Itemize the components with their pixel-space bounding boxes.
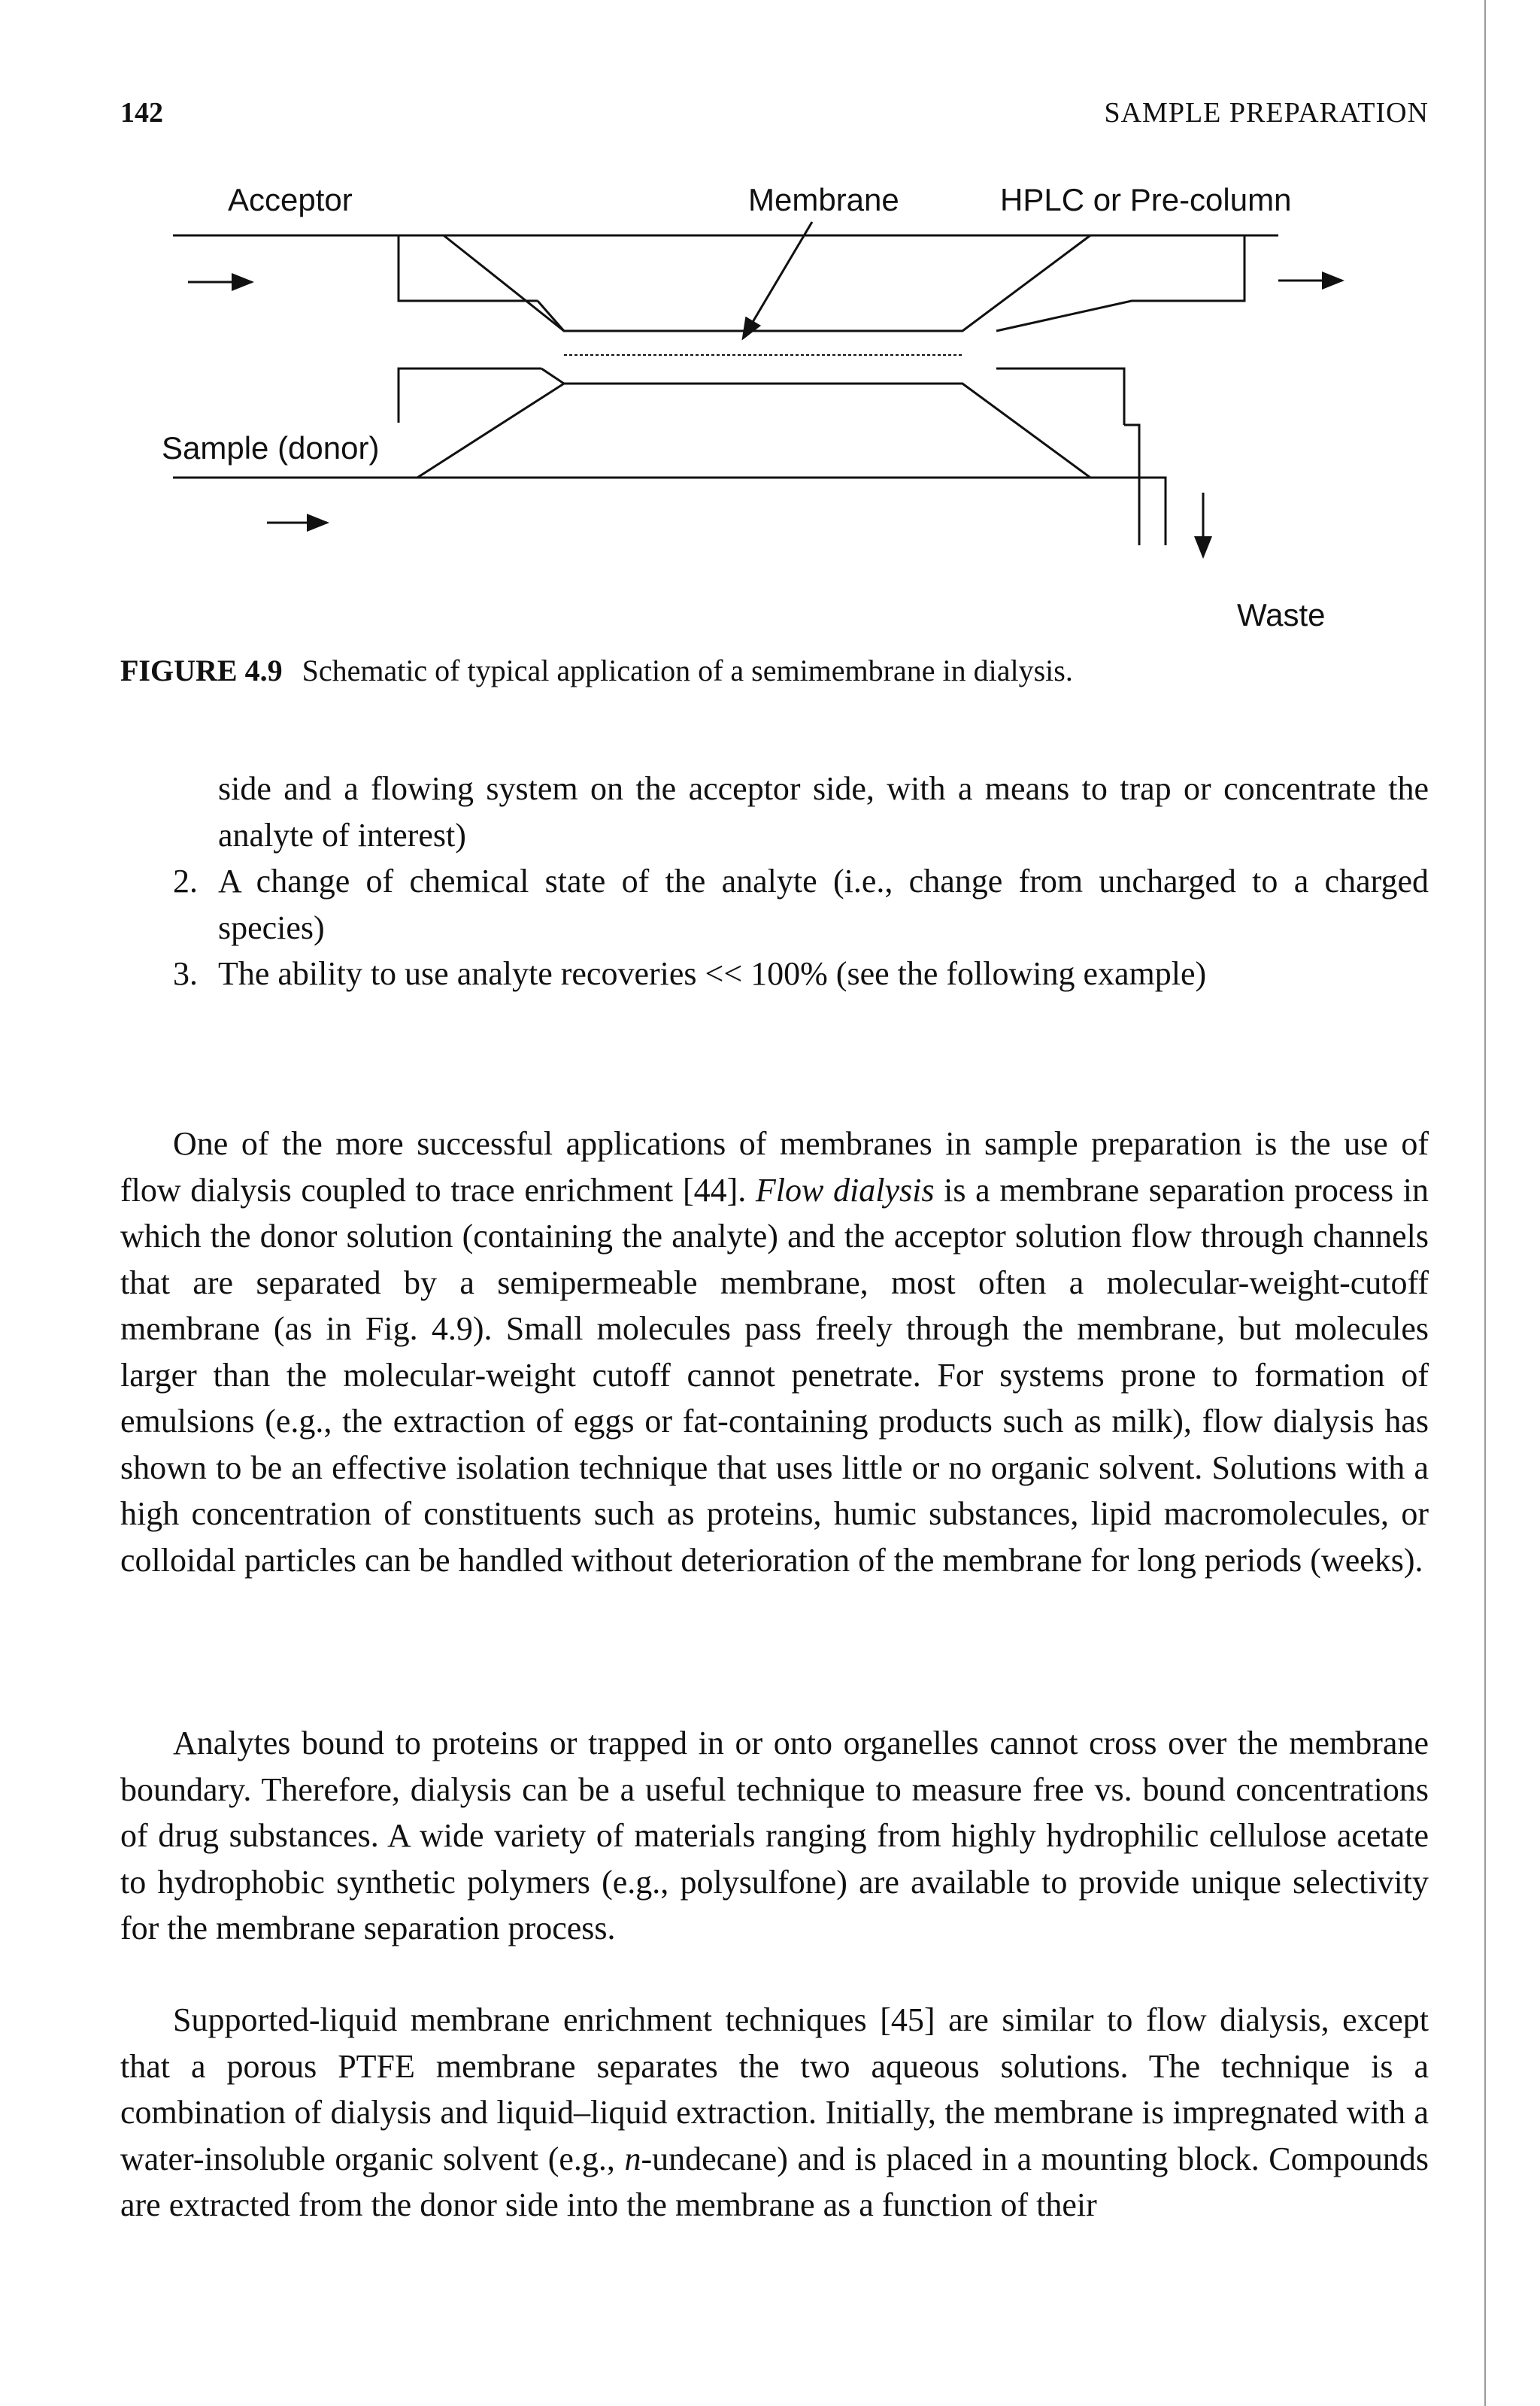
acceptor-inlet-channel bbox=[444, 235, 1090, 331]
p1-term: Flow dialysis bbox=[755, 1171, 935, 1209]
p3-text-a: Supported-liquid membrane enrichment techniques [45] are similar to flow dialysis, except that a porous PTFE membrane separates the two aqueous solutions. The technique is a combination of dialysis and liquid–liquid extraction. Initially, the membrane is impregnated with a water-insoluble organic solvent (e.g., bbox=[120, 2001, 1429, 2177]
numbered-list bbox=[173, 858, 1429, 997]
paragraph-analytes: Analytes bound to proteins or trapped in or onto organelles cannot cross over the membrane boundary. Therefore, dialysis can be a useful technique to measure free vs. bound concentrations of drug substances. A wide variety of materials ranging from highly hydrophilic cellulose acetate to hydrophobic synthetic polymers (e.g., polysulfone) are available to provide unique selectivity for the membrane separation process. bbox=[120, 1725, 1429, 1946]
running-head: SAMPLE PREPARATION bbox=[1104, 97, 1429, 129]
paragraph-supported-liquid bbox=[120, 1997, 1429, 2229]
label-hplc: HPLC or Pre-column bbox=[1000, 182, 1292, 217]
waste-tube-outer bbox=[1124, 425, 1139, 545]
membrane-pointer bbox=[743, 222, 812, 338]
list-text: A change of chemical state of the analyte (i.e., change from uncharged to a charged species) bbox=[218, 863, 1429, 946]
donor-outlet-wall bbox=[996, 369, 1124, 425]
label-membrane: Membrane bbox=[748, 182, 899, 217]
acceptor-outlet-wall bbox=[996, 235, 1244, 331]
figure-dialysis-schematic bbox=[120, 177, 1429, 643]
page-number: 142 bbox=[120, 97, 163, 129]
dialysis-diagram bbox=[120, 177, 1429, 643]
paragraph-flow-dialysis bbox=[120, 1121, 1429, 1583]
page-header bbox=[120, 96, 1429, 144]
page-edge bbox=[1484, 0, 1486, 2406]
donor-channel bbox=[417, 384, 1090, 478]
list-text: The ability to use analyte recoveries << 100% (see the following example) bbox=[218, 955, 1207, 992]
donor-inlet-wall bbox=[399, 369, 541, 423]
acceptor-inlet-wall bbox=[399, 235, 538, 301]
list-number: 2. bbox=[173, 863, 198, 900]
list-item-continuation: side and a flowing system on the acceptor side, with a means to trap or concentrate the analyte of interest) bbox=[218, 770, 1429, 854]
acceptor-inlet-taper bbox=[538, 301, 564, 331]
caption-text: Schematic of typical application of a semimembrane in dialysis. bbox=[302, 654, 1073, 687]
label-acceptor: Acceptor bbox=[228, 182, 353, 217]
label-waste: Waste bbox=[1237, 597, 1326, 633]
p1-text-a: One of the more successful applications of membranes in sample preparation is the use of flow dialysis coupled to trace enrichment [44]. bbox=[120, 1125, 1429, 1209]
donor-inlet-taper bbox=[541, 369, 564, 384]
caption-label: FIGURE 4.9 bbox=[120, 654, 283, 687]
list-item bbox=[173, 858, 1429, 951]
list-number: 3. bbox=[173, 955, 198, 992]
label-sample-donor: Sample (donor) bbox=[162, 430, 380, 466]
p3-term: n bbox=[624, 2140, 641, 2177]
p3-text-b: -undecane) and is placed in a mounting block. Compounds are extracted from the donor side into the membrane as a function of their bbox=[120, 2140, 1429, 2223]
waste-tube-inner bbox=[1090, 478, 1166, 545]
figure-caption bbox=[120, 653, 1429, 688]
list-item bbox=[173, 951, 1429, 997]
p1-text-b: is a membrane separation process in which the donor solution (containing the analyte) and the acceptor solution flow through channels that are separated by a semipermeable membrane, most often a molecular-weight-cutoff membrane (as in Fig. 4.9). Small molecules pass freely through the membrane, but molecules larger than the molecular-weight cutoff cannot penetrate. For systems prone to formation of emulsions (e.g., the extraction of eggs or fat-containing products such as milk), flow dialysis has shown to be an effective isolation technique that uses little or no organic solvent. Solutions with a high concentration of constituents such as proteins, humic substances, lipid macromolecules, or colloidal particles can be handled without deterioration of the membrane for long periods (weeks). bbox=[120, 1171, 1429, 1579]
